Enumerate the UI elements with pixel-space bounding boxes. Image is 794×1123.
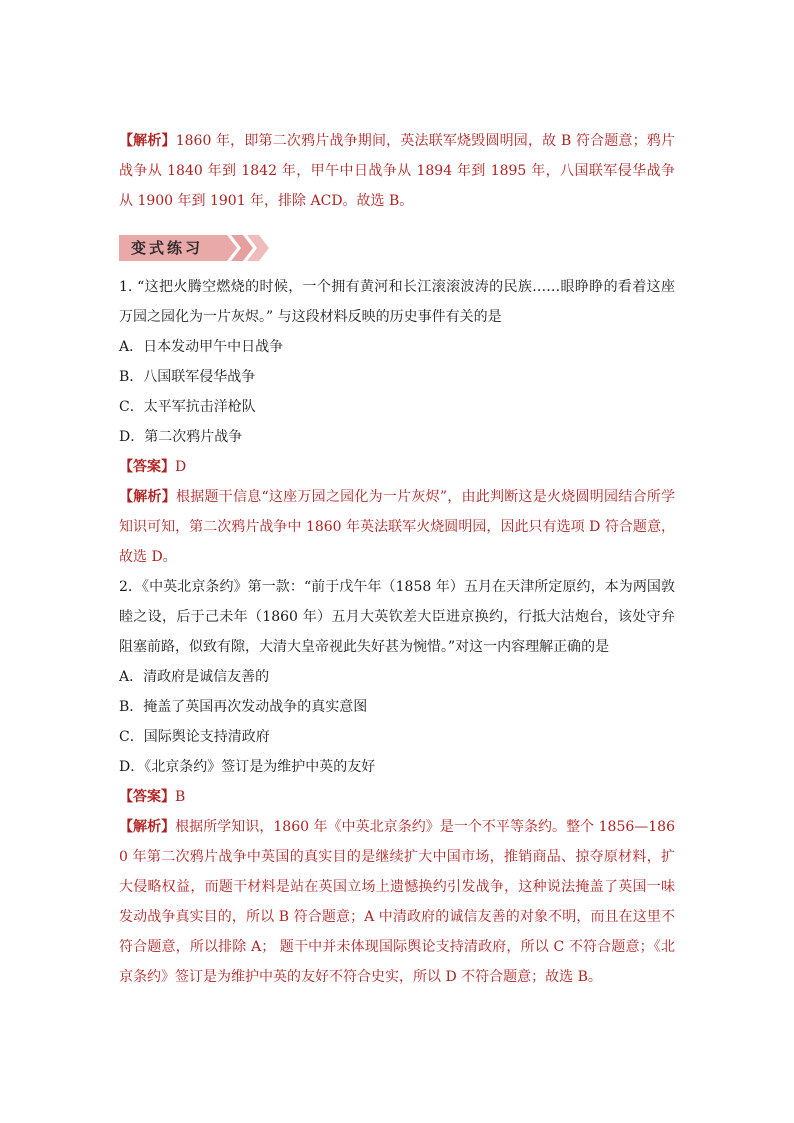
- questions: [119, 272, 675, 992]
- q1-stem: 1. “这把火腾空燃烧的时候，一个拥有黄河和长江滚滚波涛的民族……眼睁睁的看着这座万园之园化为一片灰烬。” 与这段材料反映的历史事件有关的是: [119, 279, 675, 325]
- analysis-tag: 【解析】: [119, 819, 176, 835]
- q2-option-b: B．掩盖了英国再次发动战争的真实意图: [119, 699, 368, 715]
- analysis-tag: 【解析】: [119, 133, 176, 149]
- q1-answer: [119, 452, 675, 482]
- intro-analysis-block: [119, 126, 675, 216]
- q1-analysis: [119, 482, 675, 572]
- section-header: [119, 233, 279, 263]
- q1-option-d: D．第二次鸦片战争: [119, 429, 243, 445]
- q1-option-c: C．太平军抗击洋枪队: [119, 399, 256, 415]
- q2-answer: [119, 782, 675, 812]
- q2-option-d: D．《北京条约》签订是为维护中英的友好: [119, 759, 376, 775]
- answer-tag: 【答案】: [119, 459, 175, 475]
- q2-analysis: [119, 812, 675, 992]
- analysis-text: 根据题干信息“这座万园之园化为一片灰烬”，由此判断这是火烧圆明园结合所学知识可知，第二次鸦片战争中 1860 年英法联军火烧圆明园，因此只有选项 D 符合题意，故选 D。: [119, 489, 676, 565]
- q2-option-a: A．清政府是诚信友善的: [119, 669, 270, 685]
- intro-analysis: [119, 126, 675, 216]
- q1-option-a: A．日本发动甲午中日战争: [119, 339, 284, 355]
- q2-stem: 2．《中英北京条约》第一款：“前于戊午年（1858 年）五月在天津所定原约，本为两国敦睦之设，后于己未年（1860 年）五月大英钦差大臣进京换约，行抵大沽炮台，该处守弁阻塞前路，似致有隙，大清大皇帝视此失好甚为惋惜。”对这一内容理解正确的是: [119, 579, 675, 655]
- analysis-text: 根据所学知识，1860 年《中英北京条约》是一个不平等条约。整个 1856—1860 年第二次鸦片战争中英国的真实目的是继续扩大中国市场，推销商品、掠夺原材料，扩大侵略权益，而题干材料是站在英国立场上遗憾换约引发战争，这种说法掩盖了英国一味发动战争真实目的，所以 B 符合题意；A 中清政府的诚信友善的对象不明，而且在这里不符合题意，所以排除 A； 题干中并未体现国际舆论支持清政府，所以 C 不符合题意；《北京条约》签订是为维护中英的友好不符合史实，所以 D 不符合题意；故选 B。: [119, 819, 675, 985]
- answer-value: D: [175, 459, 187, 475]
- answer-tag: 【答案】: [119, 789, 175, 805]
- answer-value: B: [175, 789, 186, 805]
- q2-option-c: C．国际舆论支持清政府: [119, 729, 270, 745]
- q1-option-b: B．八国联军侵华战争: [119, 369, 256, 385]
- section-title: 变式练习: [131, 239, 204, 257]
- analysis-tag: 【解析】: [119, 489, 176, 505]
- analysis-text: 1860 年，即第二次鸦片战争期间，英法联军烧毁圆明园，故 B 符合题意；鸦片战争从 1840 年到 1842 年，甲午中日战争从 1894 年到 1895 年，八国联军侵华战争从 1900 年到 1901 年，排除 ACD。故选 B。: [119, 133, 675, 209]
